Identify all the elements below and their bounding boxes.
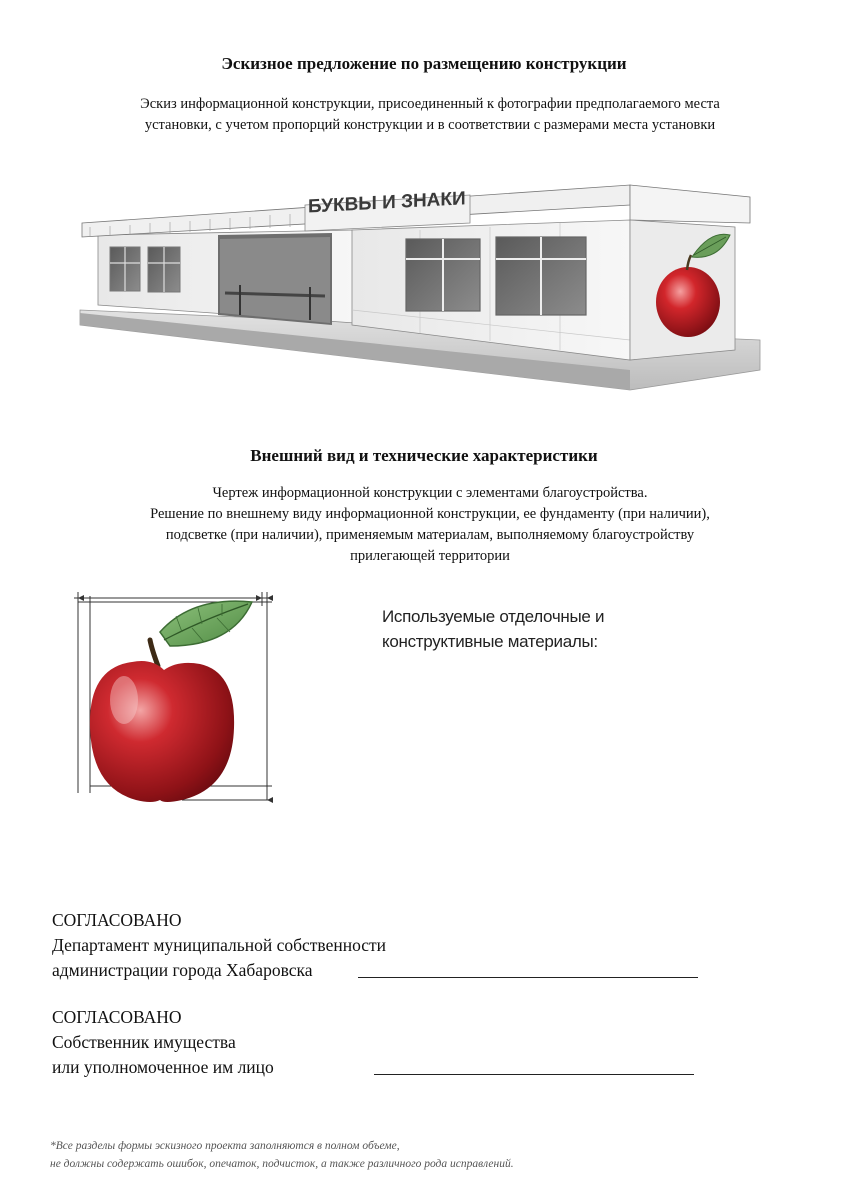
sketch-description: Эскиз информационной конструкции, присоединенный к фотографии предполагаемого места установки, с учетом пропорций конструкции и в соответствии с размерами места установки (140, 96, 720, 133)
building-sketch-image (70, 175, 770, 400)
approval-administration-line: администрации города Хабаровска (52, 960, 313, 980)
signature-line-department[interactable] (358, 977, 698, 978)
building-sign-text: БУКВЫ И ЗНАКИ (308, 188, 466, 218)
signature-line-owner[interactable] (374, 1074, 694, 1075)
footnote: *Все разделы формы эскизного проекта заполняются в полном объеме, не должны содержать ошибок, опечаток, подчисток, а также различного рода исправлений. (50, 1140, 514, 1170)
appearance-description: Чертеж информационной конструкции с элементами благоустройства. Решение по внешнему виду информационной конструкции, ее фундаменту (при наличии), подсветке (при наличии), применяемым материалам, выполняемому благоустройству прилегающей территории (150, 485, 710, 564)
approval-department-line: Департамент муниципальной собственности (52, 935, 387, 955)
approval-block-department (52, 908, 386, 983)
approval-representative-line: или уполномоченное им лицо (52, 1057, 274, 1077)
approval-heading: СОГЛАСОВАНО (52, 1007, 182, 1027)
approval-heading: СОГЛАСОВАНО (52, 910, 182, 930)
sketch-title: Эскизное предложение по размещению конструкции (221, 54, 627, 73)
approval-block-owner (52, 1005, 274, 1080)
appearance-title: Внешний вид и технические характеристики (250, 446, 598, 465)
approval-owner-line: Собственник имущества (52, 1032, 236, 1052)
apple-drawing-image (72, 588, 282, 810)
materials-heading: Используемые отделочные и конструктивные материалы: (382, 607, 605, 651)
